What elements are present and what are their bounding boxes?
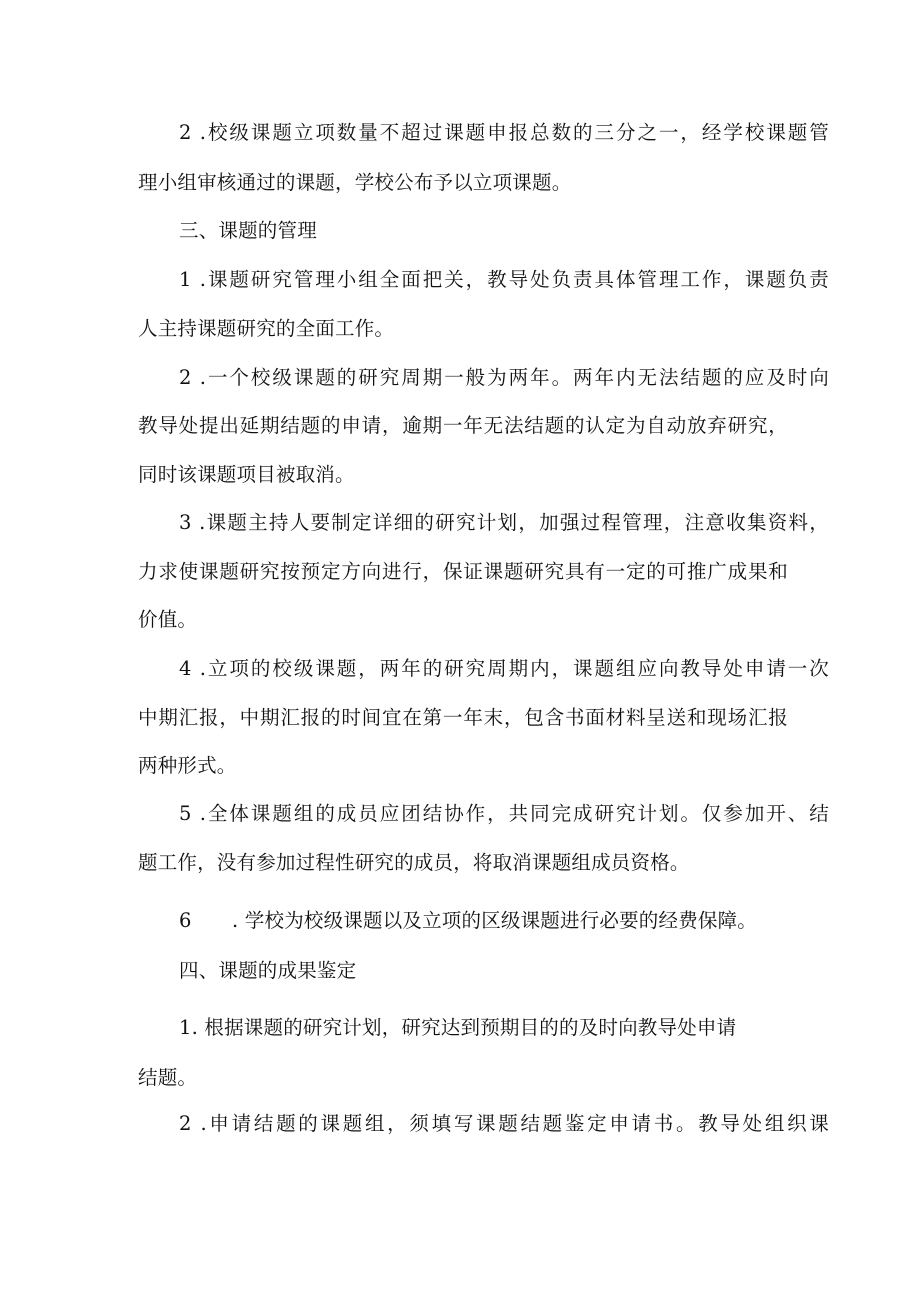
paragraph-3-2-line-2: 教导处提出延期结题的申请，逾期一年无法结题的认定为自动放弃研究， <box>138 414 788 437</box>
paragraph-4-1-line-2: 结题。 <box>138 1066 198 1089</box>
paragraph-3-5-line-2: 题工作，没有参加过程性研究的成员，将取消课题组成员资格。 <box>138 851 690 874</box>
section-heading-4: 四、课题的成果鉴定 <box>179 959 357 982</box>
paragraph-3-1-line-2: 人主持课题研究的全面工作。 <box>138 317 395 340</box>
paragraph-3-6-text: . 学校为校级课题以及立项的区级课题进行必要的经费保障。 <box>232 909 757 932</box>
paragraph-3-5-line-1: 5 .全体课题组的成员应团结协作，共同完成研究计划。仅参加开、结 <box>179 802 829 825</box>
paragraph-4-1-line-1: 1. 根据课题的研究计划，研究达到预期目的的及时向教导处申请 <box>179 1016 737 1039</box>
paragraph-3-4-line-1: 4 .立项的校级课题，两年的研究周期内，课题组应向教导处申请一次 <box>179 657 829 680</box>
paragraph-2-line-2: 理小组审核通过的课题，学校公布予以立项课题。 <box>138 171 572 194</box>
paragraph-3-3-line-2: 力求使课题研究按预定方向进行，保证课题研究具有一定的可推广成果和 <box>138 560 788 583</box>
section-heading-3: 三、课题的管理 <box>179 219 317 242</box>
paragraph-3-4-line-2: 中期汇报，中期汇报的时间宜在第一年末，包含书面材料呈送和现场汇报 <box>138 706 788 729</box>
paragraph-3-2-line-3: 同时该课题项目被取消。 <box>138 463 355 486</box>
paragraph-3-3-line-3: 价值。 <box>138 608 198 631</box>
paragraph-3-3-line-1: 3 .课题主持人要制定详细的研究计划，加强过程管理，注意收集资料， <box>179 511 829 534</box>
paragraph-3-4-line-3: 两种形式。 <box>138 754 237 777</box>
paragraph-3-1-line-1: 1 .课题研究管理小组全面把关，教导处负责具体管理工作，课题负责 <box>179 268 829 291</box>
paragraph-2-line-1: 2 .校级课题立项数量不超过课题申报总数的三分之一，经学校课题管 <box>179 121 829 144</box>
paragraph-4-2-line-1: 2 .申请结题的课题组，须填写课题结题鉴定申请书。教导处组织课 <box>179 1112 829 1135</box>
paragraph-3-6-number: 6 <box>179 909 192 932</box>
paragraph-3-2-line-1: 2 .一个校级课题的研究周期一般为两年。两年内无法结题的应及时向 <box>179 366 829 389</box>
